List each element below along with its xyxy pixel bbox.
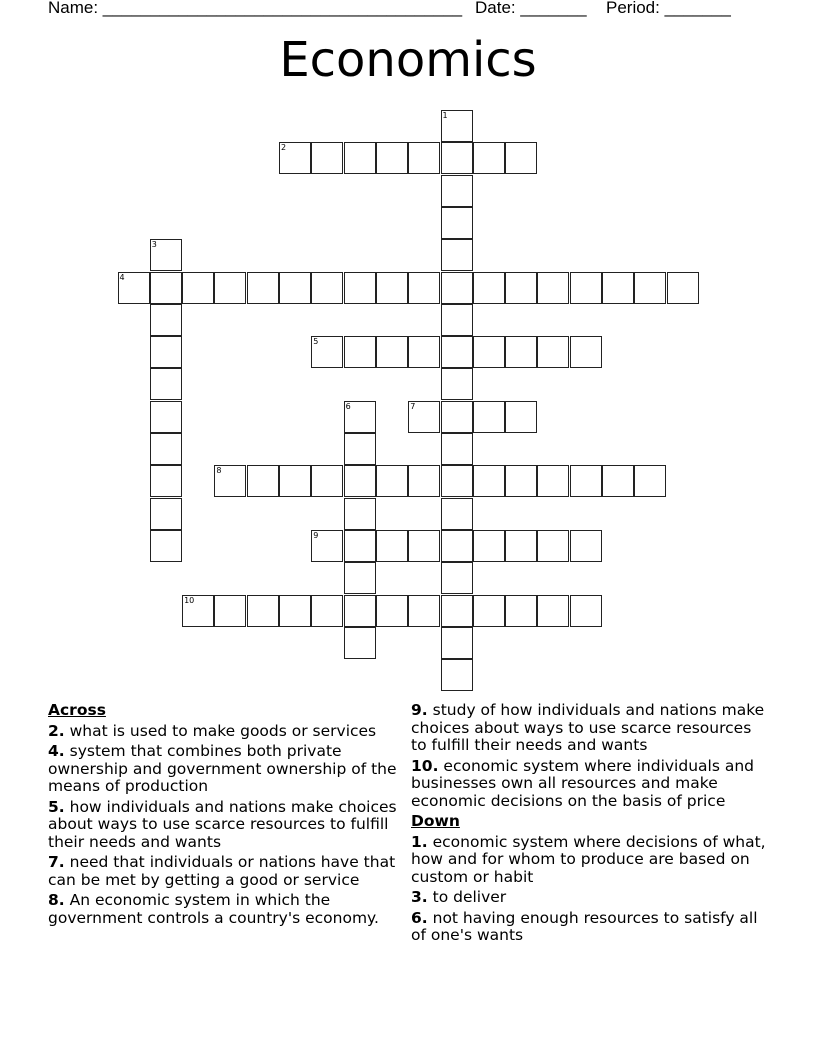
clue-across-2 [48,723,408,741]
clue-text: how individuals and nations make choices about ways to use scarce resources to fulfill their needs and wants [48,797,397,851]
grid-cell[interactable] [150,304,182,336]
grid-cell[interactable] [473,272,505,304]
grid-cell[interactable] [150,272,182,304]
clue-number-label: 1 [442,111,448,120]
grid-cell[interactable] [344,336,376,368]
grid-cell[interactable] [311,465,343,497]
grid-cell[interactable] [570,530,602,562]
grid-cell[interactable] [408,336,440,368]
grid-cell[interactable] [441,207,473,239]
clue-number: 8. [48,891,65,909]
grid-cell[interactable] [505,530,537,562]
date-field-label: Date: _______ [475,0,587,17]
clue-across-7 [48,854,408,889]
grid-cell[interactable] [150,498,182,530]
grid-cell[interactable] [344,465,376,497]
grid-cell[interactable] [441,498,473,530]
grid-cell[interactable] [505,272,537,304]
clue-number: 4. [48,742,65,760]
clue-number: 2. [48,721,65,740]
grid-cell[interactable] [247,595,279,627]
grid-cell[interactable] [441,110,473,142]
grid-cell[interactable] [311,142,343,174]
grid-cell[interactable] [182,595,214,627]
grid-cell[interactable] [473,530,505,562]
grid-cell[interactable] [441,627,473,659]
grid-cell[interactable] [570,336,602,368]
grid-cell[interactable] [311,336,343,368]
grid-cell[interactable] [344,272,376,304]
grid-cell[interactable] [311,272,343,304]
grid-cell[interactable] [150,465,182,497]
grid-cell[interactable] [344,595,376,627]
grid-cell[interactable] [344,530,376,562]
grid-cell[interactable] [634,272,666,304]
grid-cell[interactable] [279,272,311,304]
grid-cell[interactable] [279,595,311,627]
clue-across-10 [411,758,771,811]
grid-cell[interactable] [150,336,182,368]
grid-cell[interactable] [344,498,376,530]
grid-cell[interactable] [150,433,182,465]
grid-cell[interactable] [570,595,602,627]
grid-cell[interactable] [602,465,634,497]
clue-number-label: 5 [313,337,319,347]
clue-number-label: 3 [151,240,157,250]
grid-cell[interactable] [570,465,602,497]
clue-number-label: 4 [119,272,125,282]
clue-number-label: 2 [281,143,287,153]
grid-cell[interactable] [441,304,473,336]
grid-cell[interactable] [441,272,473,304]
grid-cell[interactable] [441,239,473,271]
grid-cell[interactable] [505,465,537,497]
grid-cell[interactable] [441,530,473,562]
grid-cell[interactable] [376,530,408,562]
grid-cell[interactable] [344,142,376,174]
grid-cell[interactable] [505,142,537,174]
clue-across-4 [48,743,408,796]
clue-number-label: 10 [184,595,195,605]
clue-number-label: 8 [216,466,222,476]
name-field-label: Name: ______________________________________ [48,0,463,17]
clue-down-1 [411,834,771,887]
clue-number: 7. [48,853,65,871]
clue-number: 5. [48,797,65,816]
grid-cell[interactable] [214,272,246,304]
grid-cell[interactable] [441,401,473,433]
clues-right-column [411,702,771,948]
grid-cell[interactable] [247,465,279,497]
grid-cell[interactable] [182,272,214,304]
clue-text: An economic system in which the government controls a country's economy. [48,891,379,927]
grid-cell[interactable] [441,336,473,368]
grid-cell[interactable] [505,401,537,433]
grid-cell[interactable] [441,465,473,497]
grid-cell[interactable] [344,562,376,594]
clue-text: system that combines both private ownership and government ownership of the means of production [48,742,397,795]
grid-cell[interactable] [344,433,376,465]
period-field-label: Period: _______ [606,0,731,17]
clue-number: 6. [411,908,428,927]
clue-across-8 [48,892,408,927]
clue-text: what is used to make goods or services [69,721,377,740]
grid-cell[interactable] [344,627,376,659]
clue-number-label: 9 [313,530,319,540]
clue-across-9 [411,702,771,755]
grid-cell[interactable] [441,433,473,465]
grid-cell[interactable] [537,272,569,304]
grid-cell[interactable] [214,465,246,497]
page-title: Economics [279,32,537,88]
clue-text: economic system where decisions of what, how and for whom to produce are based on custom or habit [411,832,766,886]
grid-cell[interactable] [441,368,473,400]
grid-cell[interactable] [408,595,440,627]
grid-cell[interactable] [537,530,569,562]
grid-cell[interactable] [667,272,699,304]
clue-text: economic system where individuals and businesses own all resources and make economic decisions on the basis of price [411,756,754,810]
grid-cell[interactable] [537,465,569,497]
clue-text: to deliver [432,888,507,906]
grid-cell[interactable] [376,142,408,174]
grid-cell[interactable] [602,272,634,304]
grid-cell[interactable] [441,595,473,627]
grid-cell[interactable] [537,336,569,368]
clue-down-6 [411,910,771,945]
grid-cell[interactable] [441,562,473,594]
grid-cell[interactable] [344,401,376,433]
grid-cell[interactable] [570,272,602,304]
grid-cell[interactable] [311,530,343,562]
clue-number-label: 6 [345,401,351,411]
grid-cell[interactable] [441,175,473,207]
clue-number: 9. [411,701,428,719]
grid-cell[interactable] [537,595,569,627]
grid-cell[interactable] [214,595,246,627]
grid-cell[interactable] [473,465,505,497]
clue-text: not having enough resources to satisfy all of one's wants [411,908,758,944]
grid-cell[interactable] [634,465,666,497]
grid-cell[interactable] [150,530,182,562]
grid-cell[interactable] [311,595,343,627]
clue-text: need that individuals or nations have that can be met by getting a good or service [48,853,396,889]
grid-cell[interactable] [408,530,440,562]
grid-cell[interactable] [473,142,505,174]
clue-number: 3. [411,888,428,906]
grid-cell[interactable] [376,272,408,304]
clues-left-column [48,702,408,930]
grid-cell[interactable] [150,368,182,400]
grid-cell[interactable] [408,272,440,304]
clue-across-5 [48,799,408,852]
grid-cell[interactable] [279,465,311,497]
grid-cell[interactable] [473,401,505,433]
clue-text: study of how individuals and nations make choices about ways to use scarce resources to fulfill their needs and wants [411,701,765,754]
grid-cell[interactable] [473,595,505,627]
grid-cell[interactable] [441,659,473,691]
clue-number: 1. [411,832,428,851]
across-heading: Across [48,701,106,719]
grid-cell[interactable] [505,595,537,627]
clue-number: 10. [411,756,439,775]
grid-cell[interactable] [150,401,182,433]
clue-number-label: 7 [410,401,416,411]
down-heading: Down [411,812,460,830]
clue-down-3 [411,889,771,907]
grid-cell[interactable] [376,595,408,627]
grid-cell[interactable] [118,272,150,304]
grid-cell[interactable] [473,336,505,368]
grid-cell[interactable] [408,401,440,433]
grid-cell[interactable] [441,142,473,174]
grid-cell[interactable] [505,336,537,368]
grid-cell[interactable] [408,142,440,174]
grid-cell[interactable] [376,336,408,368]
grid-cell[interactable] [408,465,440,497]
grid-cell[interactable] [150,239,182,271]
grid-cell[interactable] [279,142,311,174]
grid-cell[interactable] [376,465,408,497]
grid-cell[interactable] [247,272,279,304]
